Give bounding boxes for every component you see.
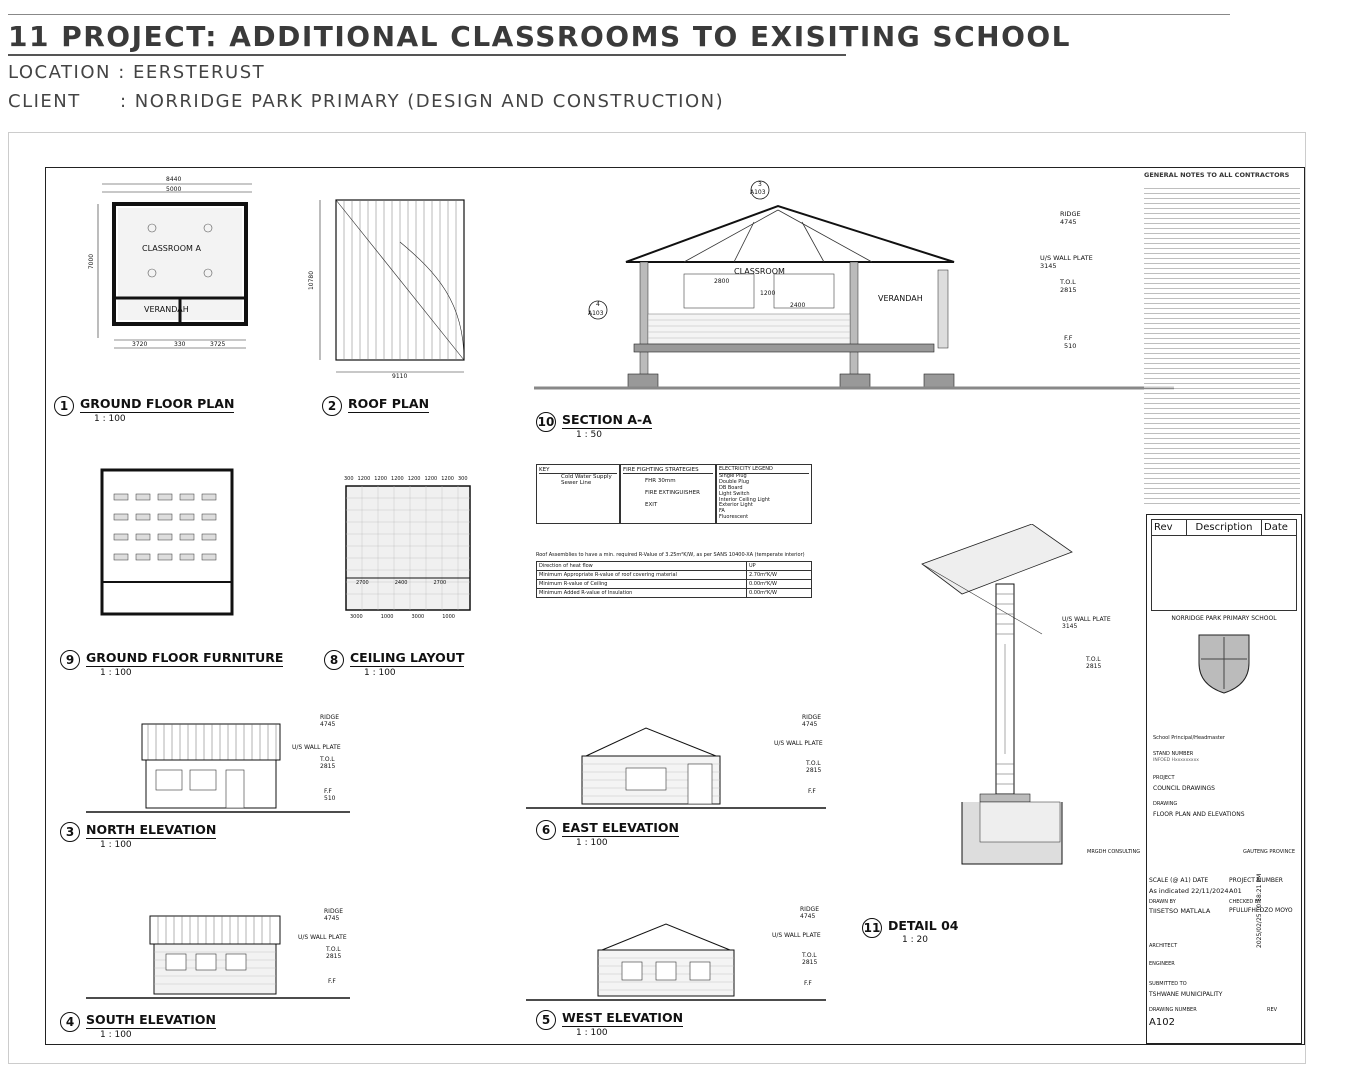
fire-item: FHR 30mm xyxy=(645,478,676,484)
drawing-number-value: A102 xyxy=(1149,1017,1175,1028)
east-level-wallplate: U/S WALL PLATE xyxy=(774,740,823,747)
submitted-to-label: SUBMITTED TO xyxy=(1149,981,1187,987)
ceiling-dims-bottom: 3000 1000 3000 1000 xyxy=(350,614,455,620)
south-level-ff: F.F xyxy=(328,978,336,985)
section-aa-label xyxy=(536,412,652,440)
section-tag-a103-left: A103 xyxy=(588,310,604,317)
roof-dim-bottom: 9110 xyxy=(392,373,408,380)
west-level-tol: T.O.L 2815 xyxy=(802,952,818,966)
engineer-label: ENGINEER xyxy=(1149,961,1175,967)
roof-plan-label xyxy=(322,396,429,416)
section-room-label: CLASSROOM xyxy=(734,267,785,276)
plan-dim-bottom-left: 3720 xyxy=(132,341,148,348)
east-level-ridge: RIDGE 4745 xyxy=(802,714,821,728)
elec-legend-title: ELECTRICITY LEGEND xyxy=(719,467,809,474)
fire-item: EXIT xyxy=(645,502,658,508)
drawing-title: NORTH ELEVATION xyxy=(86,822,217,837)
roof-dim-side: 10780 xyxy=(308,270,316,291)
location-value: : EERSTERUST xyxy=(118,62,266,83)
general-notes xyxy=(1144,172,1300,508)
r-row-label: Minimum Added R-value of Insulation xyxy=(539,590,633,596)
stand-value: INFOED Hxxxxxxxxx xyxy=(1153,758,1199,763)
project-label: PROJECT xyxy=(1153,775,1175,781)
r-col-1: Direction of heat flow xyxy=(539,563,593,569)
drawing-scale: 1 : 100 xyxy=(100,1030,132,1040)
drawing-number: 9 xyxy=(60,650,80,670)
province-label: GAUTENG PROVINCE xyxy=(1243,849,1295,855)
plan-dim-total: 8440 xyxy=(166,176,182,183)
east-elevation-drawing xyxy=(526,714,826,814)
client-value: : NORRIDGE PARK PRIMARY (DESIGN AND CONSTRUCTION) xyxy=(120,91,725,112)
elec-item: Single Plug xyxy=(719,472,747,479)
client-label: CLIENT xyxy=(8,91,81,112)
drawn-by-value: TIISETSO MATLALA xyxy=(1149,907,1211,915)
west-elevation-drawing xyxy=(526,908,826,1008)
drawing-number: 1 xyxy=(54,396,74,416)
detail-level-tol: T.O.L 2815 xyxy=(1086,656,1102,670)
ground-floor-furniture-label xyxy=(60,650,283,678)
drawing-title: ROOF PLAN xyxy=(348,396,430,411)
drawing-title: GROUND FLOOR PLAN xyxy=(80,396,235,411)
west-elevation-label xyxy=(536,1010,683,1038)
stand-label: STAND NUMBER xyxy=(1153,751,1194,757)
east-level-tol: T.O.L 2815 xyxy=(806,760,822,774)
elec-item: Exterior Light xyxy=(719,502,753,509)
r-row-value: 0.00m²K/W xyxy=(746,580,811,588)
elec-item: Light Switch xyxy=(719,490,750,497)
consultant-label: MRGDH CONSULTING xyxy=(1087,849,1141,855)
drawing-scale: 1 : 100 xyxy=(576,1028,608,1038)
fire-legend-title: FIRE FIGHTING STRATEGIES xyxy=(623,467,713,474)
notes-body-lines xyxy=(1144,184,1300,504)
drawing-value: FLOOR PLAN AND ELEVATIONS xyxy=(1153,811,1245,818)
plan-verandah-label: VERANDAH xyxy=(144,305,189,314)
drawing-number: 11 xyxy=(862,918,882,938)
section-level-tol: T.O.L 2815 xyxy=(1060,278,1077,294)
drawing-number: 4 xyxy=(60,1012,80,1032)
north-level-wallplate: U/S WALL PLATE xyxy=(292,744,341,751)
r-row-value: 0.00m²K/W xyxy=(746,589,811,597)
drawing-title: DETAIL 04 xyxy=(888,918,959,933)
north-elevation-label xyxy=(60,822,216,850)
elec-item: Interior Ceiling Light xyxy=(719,496,770,503)
detail-04-label xyxy=(862,918,959,945)
drawing-scale: 1 : 100 xyxy=(364,668,396,678)
drawing-title: EAST ELEVATION xyxy=(562,820,679,835)
title-underline xyxy=(8,54,846,56)
detail-level-wallplate: U/S WALL PLATE 3145 xyxy=(1062,616,1111,630)
section-tag-num-top: 3 xyxy=(758,181,762,188)
r-row-value: 2.70m²K/W xyxy=(746,571,811,579)
location-line xyxy=(8,62,265,83)
scale-date-value: As indicated 22/11/2024 xyxy=(1149,887,1229,895)
drawing-sheet-scan xyxy=(8,132,1306,1064)
notes-title: GENERAL NOTES TO ALL CONTRACTORS xyxy=(1144,172,1290,179)
roof-plan-drawing xyxy=(308,182,476,382)
ceiling-layout-label xyxy=(324,650,464,678)
drawing-number: 3 xyxy=(60,822,80,842)
revision-table xyxy=(1151,519,1297,611)
drawing-label: DRAWING xyxy=(1153,801,1178,807)
architect-label: ARCHITECT xyxy=(1149,943,1178,949)
ceiling-dims-top: 300 1200 1200 1200 1200 1200 1200 300 xyxy=(344,476,468,482)
south-level-ridge: RIDGE 4745 xyxy=(324,908,343,922)
north-level-ff: F.F 510 xyxy=(324,788,336,802)
ceiling-dims-inner: 2700 2400 2700 xyxy=(356,580,447,586)
key-item: Cold Water Supply xyxy=(561,474,612,480)
ground-floor-plan-drawing xyxy=(88,176,262,368)
south-elevation-drawing xyxy=(86,896,350,1006)
west-level-wallplate: U/S WALL PLATE xyxy=(772,932,821,939)
plan-dim-bottom-mid: 330 xyxy=(174,341,186,348)
elec-item: Double Plug xyxy=(719,478,750,485)
plan-dim-mid: 5000 xyxy=(166,186,182,193)
electricity-legend xyxy=(716,464,812,524)
drawing-scale: 1 : 100 xyxy=(576,838,608,848)
section-level-ridge: RIDGE 4745 xyxy=(1060,210,1081,226)
detail-04-drawing xyxy=(862,524,1122,924)
r-value-intro: Roof Assemblies to have a min. required R-Value of 3.25m²K/W, as per SANS 10400-XA (temperate interior) xyxy=(536,552,805,558)
drawing-title: SOUTH ELEVATION xyxy=(86,1012,216,1027)
key-legend xyxy=(536,464,620,524)
drawing-number: 6 xyxy=(536,820,556,840)
principal-sign-label: School Principal/Headmaster xyxy=(1153,735,1225,741)
drawing-sheet xyxy=(45,167,1305,1045)
section-aa-drawing xyxy=(534,174,1174,406)
r-col-2: UP xyxy=(746,562,811,570)
drawing-scale: 1 : 100 xyxy=(94,414,126,424)
plan-dim-side: 7000 xyxy=(88,253,96,270)
drawn-by-label: DRAWN BY xyxy=(1149,899,1176,905)
project-number-value: A01 xyxy=(1229,887,1242,895)
elec-item: DB Board xyxy=(719,484,743,491)
key-legend-title: KEY xyxy=(539,467,617,474)
client-line xyxy=(8,91,724,112)
section-dim-2: 2400 xyxy=(790,302,806,309)
fire-item: FIRE EXTINGUISHER xyxy=(645,490,700,496)
header-rule xyxy=(8,14,1230,15)
section-dim-3: 1200 xyxy=(760,290,776,297)
north-elevation-drawing xyxy=(86,714,350,824)
r-row-label: Minimum Appropriate R-value of roof covering material xyxy=(539,572,677,578)
east-elevation-label xyxy=(536,820,679,848)
location-label: LOCATION xyxy=(8,62,111,83)
drawing-number-label: DRAWING NUMBER xyxy=(1149,1007,1197,1013)
school-name: NORRIDGE PARK PRIMARY SCHOOL xyxy=(1171,615,1277,622)
checked-by-value: PFULUFHEDZO MOYO xyxy=(1229,907,1293,914)
section-level-wallplate: U/S WALL PLATE 3145 xyxy=(1040,254,1093,270)
west-level-ridge: RIDGE 4745 xyxy=(800,906,819,920)
section-level-ff: F.F 510 xyxy=(1064,334,1077,350)
section-tag-num-left: 4 xyxy=(596,301,600,308)
ceiling-layout-drawing xyxy=(338,474,478,628)
project-value: COUNCIL DRAWINGS xyxy=(1153,785,1215,792)
east-level-ff: F.F xyxy=(808,788,816,795)
south-level-tol: T.O.L 2815 xyxy=(326,946,342,960)
project-title: 11 PROJECT: ADDITIONAL CLASSROOMS TO EXISITING SCHOOL xyxy=(8,20,1072,53)
section-tag-a103-top: A103 xyxy=(750,189,766,196)
print-timestamp: 2025/02/25 10:58:21 PM xyxy=(1256,873,1263,948)
r-value-table xyxy=(536,552,812,616)
desc-col-head: Description xyxy=(1187,520,1262,535)
drawing-title: WEST ELEVATION xyxy=(562,1010,684,1025)
drawing-number: 10 xyxy=(536,412,556,432)
north-level-tol: T.O.L 2815 xyxy=(320,756,336,770)
r-row-label: Minimum R-value of Ceiling xyxy=(539,581,608,587)
plan-dim-bottom-right: 3725 xyxy=(210,341,226,348)
rev-label: REV xyxy=(1267,1007,1278,1013)
south-elevation-label xyxy=(60,1012,216,1040)
plan-room-label: CLASSROOM A xyxy=(142,244,201,253)
section-dim-1: 2800 xyxy=(714,278,730,285)
drawing-title: SECTION A-A xyxy=(562,412,652,427)
drawing-scale: 1 : 100 xyxy=(100,668,132,678)
project-number-label: PROJECT NUMBER xyxy=(1229,877,1283,884)
fire-legend xyxy=(620,464,716,524)
south-level-wallplate: U/S WALL PLATE xyxy=(298,934,347,941)
section-verandah-label: VERANDAH xyxy=(878,294,923,303)
drawing-title: CEILING LAYOUT xyxy=(350,650,465,665)
elec-item: FA xyxy=(719,508,725,515)
drawing-number: 8 xyxy=(324,650,344,670)
drawing-title: GROUND FLOOR FURNITURE xyxy=(86,650,284,665)
date-col-head: Date xyxy=(1264,522,1288,533)
ground-floor-plan-label xyxy=(54,396,234,424)
rev-col-head: Rev xyxy=(1152,520,1187,535)
west-level-ff: F.F xyxy=(804,980,812,987)
school-crest-icon xyxy=(1189,627,1259,697)
key-item: Sewer Line xyxy=(561,480,592,486)
submitted-to-value: TSHWANE MUNICIPALITY xyxy=(1149,991,1223,998)
checked-by-label: CHECKED BY xyxy=(1229,899,1261,905)
drawing-number: 5 xyxy=(536,1010,556,1030)
ground-floor-furniture-drawing xyxy=(92,460,252,630)
drawing-number: 2 xyxy=(322,396,342,416)
elec-item: Fluorescent xyxy=(719,514,749,521)
drawing-scale: 1 : 100 xyxy=(100,840,132,850)
drawing-scale: 1 : 20 xyxy=(902,935,928,945)
scale-label: SCALE (@ A1) DATE xyxy=(1149,877,1209,884)
north-level-ridge: RIDGE 4745 xyxy=(320,714,339,728)
drawing-scale: 1 : 50 xyxy=(576,430,602,440)
